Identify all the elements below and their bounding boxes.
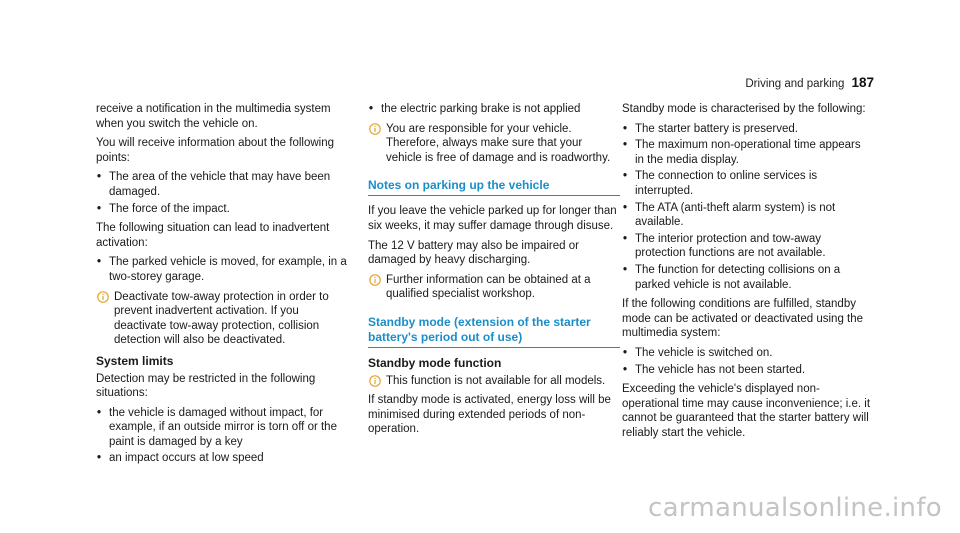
list-item: • The parked vehicle is moved, for example, in a two-storey garage.: [97, 256, 347, 283]
bullet-list: [96, 170, 348, 216]
page-number: 187: [851, 75, 874, 90]
paragraph: The 12 V battery may also be impaired or damaged by heavy discharging.: [368, 239, 579, 267]
bullet-icon: •: [623, 346, 628, 359]
info-note: [96, 290, 348, 348]
paragraph: Exceeding the vehicle's displayed non-operational time may cause inconvenience; i.e. it cannot be guaranteed that the starter battery will reliably start the vehicle.: [622, 383, 871, 439]
paragraph: If you leave the vehicle parked up for longer than six weeks, it may suffer damage through disuse.: [368, 205, 617, 232]
bullet-list: [368, 102, 620, 117]
column-left: [96, 102, 348, 471]
list-item: • The interior protection and tow-away protection functions are not available.: [623, 232, 826, 260]
info-note: [368, 122, 620, 166]
bullet-icon: •: [623, 201, 628, 214]
list-item: • The starter battery is preserved.: [623, 122, 798, 135]
notes-parking-heading: Notes on parking up the vehicle: [368, 178, 620, 196]
bullet-icon: •: [97, 256, 102, 269]
paragraph: Standby mode is characterised by the following:: [622, 103, 866, 115]
info-icon: [368, 375, 382, 387]
watermark: carmanualsonline.info: [647, 493, 942, 523]
info-icon: [368, 274, 382, 286]
paragraph: You will receive information about the following points:: [96, 137, 335, 164]
column-middle: [368, 102, 620, 442]
system-limits-heading: System limits: [96, 353, 174, 368]
list-item: • the electric parking brake is not applied: [369, 103, 581, 115]
bullet-icon: •: [623, 170, 628, 183]
list-item: • The function for detecting collisions on a parked vehicle is not available.: [623, 263, 841, 291]
info-note: [368, 273, 620, 302]
list-item: • the vehicle is damaged without impact, for example, if an outside mirror is torn off or the paint is damaged by a key: [97, 406, 337, 448]
paragraph: receive a notification in the multimedia system when you switch the vehicle on.: [96, 103, 331, 130]
info-note: [368, 374, 620, 389]
paragraph: Detection may be restricted in the following situations:: [96, 372, 316, 400]
paragraph: If standby mode is activated, energy loss will be minimised during extended periods of non-operation.: [368, 394, 611, 436]
list-item: • an impact occurs at low speed: [97, 452, 264, 465]
bullet-list: [622, 346, 872, 377]
note-text: You are responsible for your vehicle. Therefore, always make sure that your vehicle is free of damage and is roadworthy.: [386, 122, 611, 164]
note-text: Further information can be obtained at a qualified specialist workshop.: [386, 273, 591, 301]
bullet-icon: •: [97, 452, 102, 465]
bullet-icon: •: [369, 103, 374, 115]
info-icon: [368, 123, 382, 135]
note-text: This function is not available for all models.: [386, 374, 606, 387]
note-text: Deactivate tow-away protection in order to prevent inadvertent activation. If you deactivate tow-away protection, collision detection will also be deactivated.: [114, 290, 329, 347]
list-item: • The maximum non-operational time appears in the media display.: [623, 139, 861, 166]
bullet-icon: •: [97, 406, 102, 419]
list-item: • The vehicle is switched on.: [623, 346, 773, 359]
page-header: [745, 75, 874, 90]
paragraph: If the following conditions are fulfilled, standby mode can be activated or deactivated using the multimedia system:: [622, 298, 864, 340]
standby-function-heading: Standby mode function: [368, 355, 502, 370]
list-item: • The area of the vehicle that may have been damaged.: [97, 171, 331, 198]
section-title: Driving and parking: [745, 78, 845, 90]
bullet-icon: •: [97, 202, 102, 215]
info-icon: [96, 291, 110, 303]
bullet-list: [96, 255, 348, 284]
list-item: • The vehicle has not been started.: [623, 363, 806, 376]
bullet-icon: •: [623, 363, 628, 376]
bullet-icon: •: [623, 139, 628, 152]
list-item: • The connection to online services is interrupted.: [623, 170, 818, 197]
standby-mode-heading: Standby mode (extension of the starter battery's period out of use): [368, 315, 620, 348]
bullet-list: [96, 406, 348, 466]
list-item: • The force of the impact.: [97, 202, 230, 215]
paragraph: The following situation can lead to inadvertent activation:: [96, 222, 330, 249]
column-right: [622, 102, 872, 445]
bullet-icon: •: [623, 232, 628, 245]
bullet-icon: •: [623, 263, 628, 276]
bullet-icon: •: [97, 171, 102, 184]
list-item: • The ATA (anti-theft alarm system) is not available.: [623, 201, 836, 229]
bullet-icon: •: [623, 122, 628, 135]
bullet-list: [622, 122, 872, 293]
